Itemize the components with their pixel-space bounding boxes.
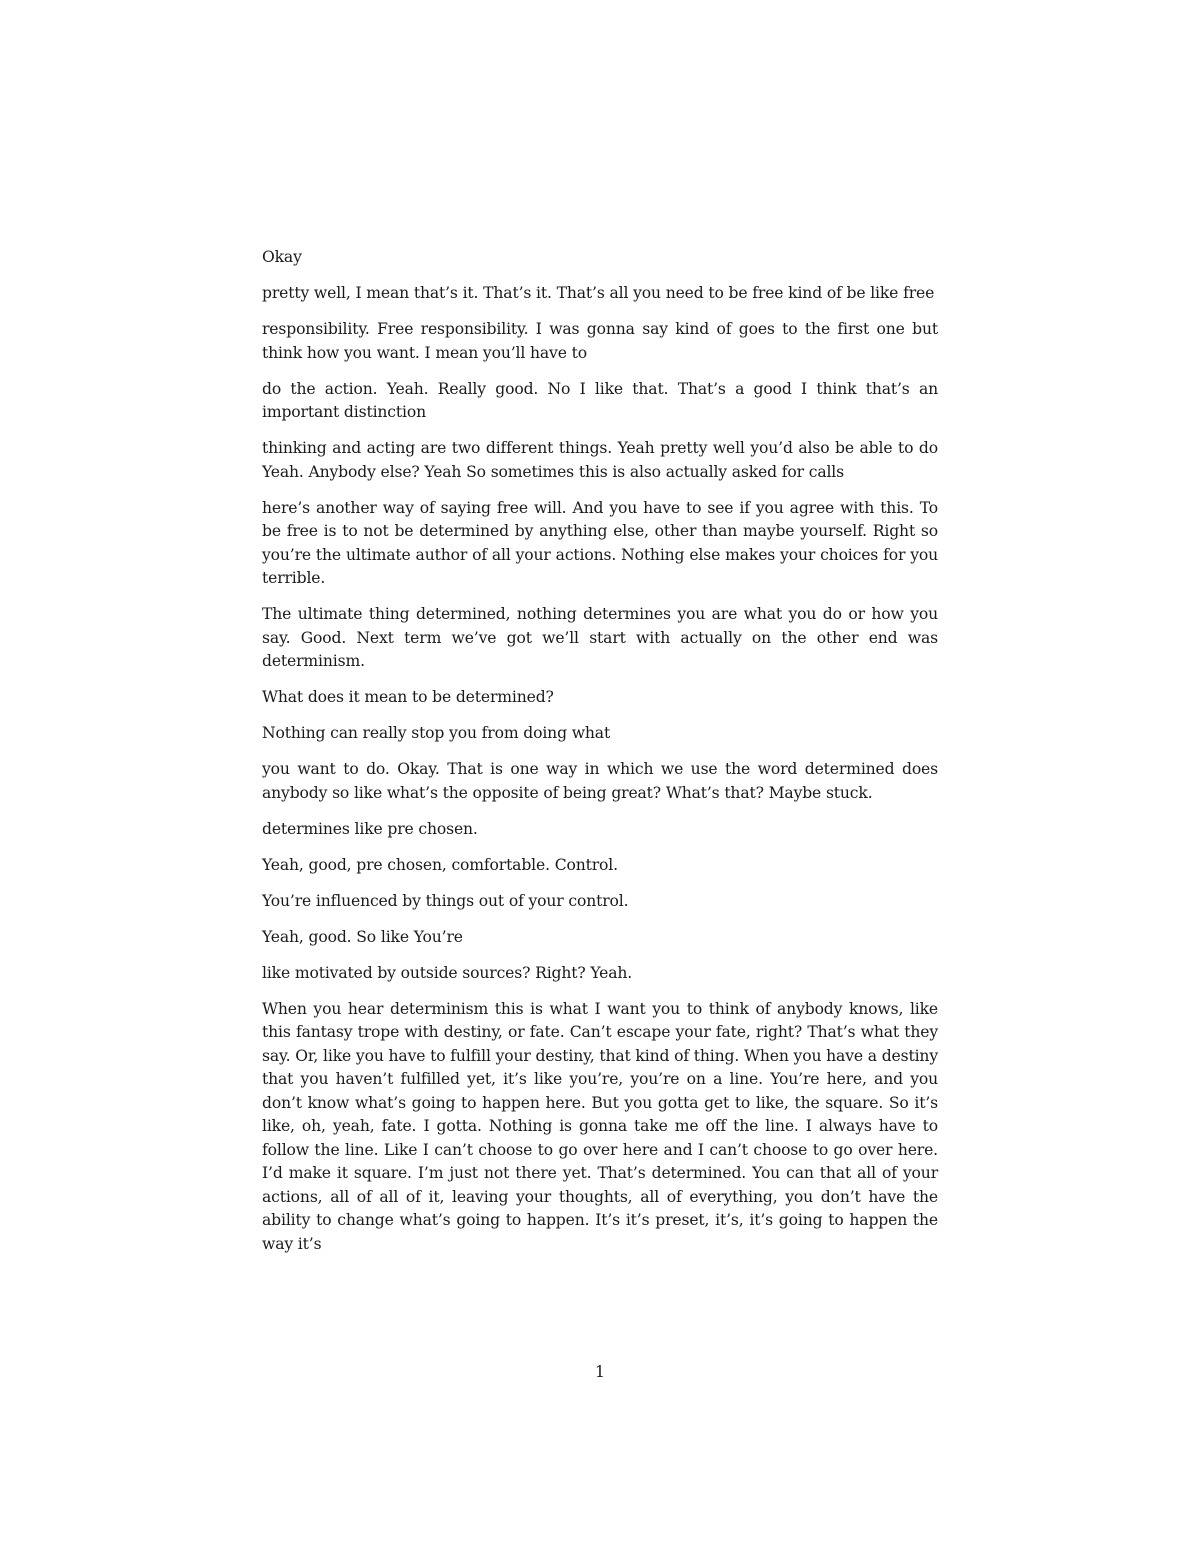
paragraph: determines like pre chosen. [262,819,478,838]
paragraph: pretty well, I mean that’s it. That’s it. That’s all you need to be free kind of be like free [262,284,935,302]
paragraph: The ultimate thing determined, nothing determines you are what you do or how you say. Good. Next term we’ve got we’ll start with actually on the other end was determinism. [262,605,938,670]
paragraph: What does it mean to be determined? [262,688,554,706]
paragraph: here’s another way of saying free will. And you have to see if you agree with this. To be free is to not be determined by anything else, other than maybe yourself. Right so you’re the ultimate author of all your actions. Nothing else makes your choices for you terrible. [262,498,938,587]
paragraph: do the action. Yeah. Really good. No I like that. That’s a good I think that’s an important distinction [262,379,938,421]
paragraph: you want to do. Okay. That is one way in which we use the word determined does anybody so like what’s the opposite of being great? What’s that? Maybe stuck. [262,760,938,802]
paragraph: responsibility. Free responsibility. I was gonna say kind of goes to the first one but think how you want. I mean you’ll have to [262,320,938,362]
paragraph: Yeah, good, pre chosen, comfortable. Control. [262,855,618,874]
page-number: 1 [595,1363,605,1381]
paragraph: Yeah, good. So like You’re [262,927,463,946]
paragraph: Nothing can really stop you from doing what [262,724,611,742]
paragraph: thinking and acting are two different things. Yeah pretty well you’d also be able to do Yeah. Anybody else? Yeah So sometimes this is also actually asked for calls [262,439,938,481]
paragraph: When you hear determinism this is what I want you to think of anybody knows, like this fantasy trope with destiny, or fate. Can’t escape your fate, right? That’s what they say. Or, like you have to fulfill your destiny, that kind of thing. When you have a destiny that you haven’t fulfilled yet, it’s like you’re, you’re on a line. You’re here, and you don’t know what’s going to happen here. But you gotta get to like, the square. So it’s like, oh, yeah, fate. I gotta. Nothing is gonna take me off the line. I always have to follow the line. Like I can’t choose to go over here and I can’t choose to go over here. I’d make it square. I’m just not there yet. That’s determined. You can that all of your actions, all of all of it, leaving your thoughts, all of everything, you don’t have the ability to change what’s going to happen. It’s it’s preset, it’s, it’s going to happen the way it’s [262,999,938,1253]
paragraph: You’re influenced by things out of your control. [262,891,629,910]
paragraph: Okay [262,248,302,266]
transcript-body [262,246,938,1269]
paragraph: like motivated by outside sources? Right? Yeah. [262,963,633,982]
